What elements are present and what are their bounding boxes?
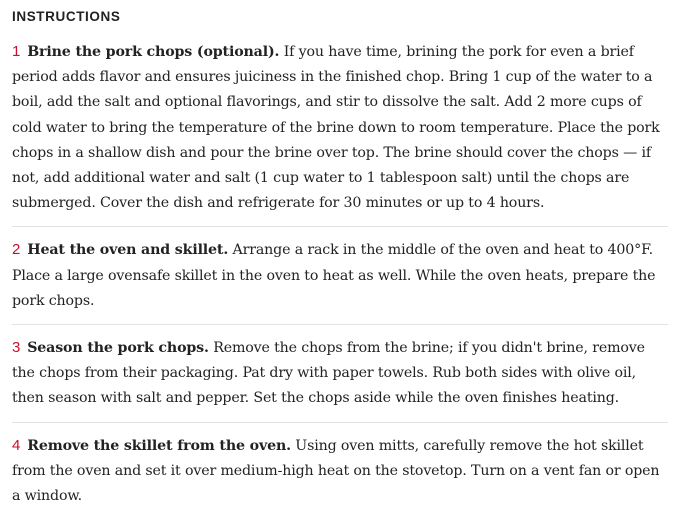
step-2 xyxy=(12,237,668,314)
step-1 xyxy=(12,39,668,216)
step-body: Arrange a rack in the middle of the oven and heat to 400°F. Place a large ovensafe skillet in the oven to heat as well. While the oven heats, prepare the pork chops. xyxy=(12,242,656,309)
step-body: Using oven mitts, carefully remove the hot skillet from the oven and set it over medium-high heat on the stovetop. Turn on a vent fan or open a window. xyxy=(12,437,660,505)
step-3 xyxy=(12,335,668,412)
instructions-section xyxy=(12,0,668,509)
step-number: 3 xyxy=(12,339,21,357)
step-body: Remove the chops from the brine; if you didn't brine, remove the chops from their packaging. Pat dry with paper towels. Rub both sides with olive oil, then season with salt and pepper. Set the chops aside while the oven finishes heating. xyxy=(12,340,645,407)
step-title: Brine the pork chops (optional). xyxy=(27,44,280,60)
step-4 xyxy=(12,433,668,510)
step-title: Remove the skillet from the oven. xyxy=(27,437,291,454)
step-title: Heat the oven and skillet. xyxy=(27,242,229,259)
divider xyxy=(12,422,668,423)
divider xyxy=(12,226,668,227)
step-number: 2 xyxy=(12,241,21,259)
step-body: If you have time, brining the pork for even a brief period adds flavor and ensures juiciness in the finished chop. Bring 1 cup of the water to a boil, add the salt and optional flavorings, and stir to dissolve the salt. Add 2 more cups of cold water to bring the temperature of the brine down to room temperature. Place the pork chops in a shallow dish and pour the brine over top. The brine should cover the chops — if not, add additional water and salt (1 cup water to 1 tablespoon salt) until the chops are submerged. Cover the dish and refrigerate for 30 minutes or up to 4 hours. xyxy=(12,44,660,212)
section-heading: INSTRUCTIONS xyxy=(12,9,121,24)
step-number: 1 xyxy=(12,43,21,60)
step-number: 4 xyxy=(12,436,21,454)
step-title: Season the pork chops. xyxy=(27,340,209,357)
divider xyxy=(12,324,668,325)
